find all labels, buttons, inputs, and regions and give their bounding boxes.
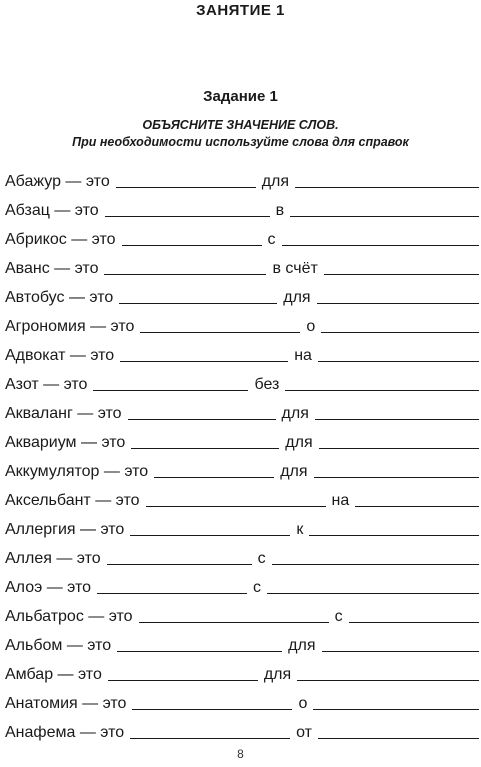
- answer-blank[interactable]: [315, 419, 479, 420]
- answer-blank[interactable]: [317, 303, 479, 304]
- term-label: Аксельбант — это: [5, 492, 140, 509]
- exercise-row: [5, 162, 479, 191]
- answer-blank[interactable]: [322, 651, 480, 652]
- answer-blank[interactable]: [116, 187, 256, 188]
- task-title: Задание 1: [203, 88, 278, 105]
- answer-blank[interactable]: [318, 738, 479, 739]
- exercise-row: [5, 481, 479, 510]
- exercise-row: [5, 220, 479, 249]
- answer-blank[interactable]: [93, 390, 248, 391]
- exercise-row: [5, 684, 479, 713]
- answer-blank[interactable]: [104, 274, 266, 275]
- preposition-hint: для: [280, 463, 308, 480]
- exercise-row: [5, 249, 479, 278]
- answer-blank[interactable]: [130, 738, 290, 739]
- preposition-hint: с: [267, 231, 276, 248]
- exercise-rows: [5, 162, 479, 742]
- exercise-row: [5, 365, 479, 394]
- exercise-row: [5, 655, 479, 684]
- term-label: Аванс — это: [5, 260, 99, 277]
- preposition-hint: с: [253, 579, 261, 596]
- preposition-hint: для: [285, 434, 313, 451]
- instruction-subheading: При необходимости используйте слова для справок: [72, 135, 409, 149]
- answer-blank[interactable]: [282, 245, 480, 246]
- exercise-row: [5, 597, 479, 626]
- answer-blank[interactable]: [120, 361, 288, 362]
- answer-blank[interactable]: [128, 419, 276, 420]
- answer-blank[interactable]: [285, 390, 479, 391]
- answer-blank[interactable]: [309, 535, 479, 536]
- exercise-row: [5, 452, 479, 481]
- answer-blank[interactable]: [108, 680, 258, 681]
- preposition-hint: о: [298, 695, 308, 712]
- term-label: Алоэ — это: [5, 579, 91, 596]
- answer-blank[interactable]: [146, 506, 326, 507]
- exercise-row: [5, 307, 479, 336]
- answer-blank[interactable]: [324, 274, 479, 275]
- answer-blank[interactable]: [295, 187, 479, 188]
- answer-blank[interactable]: [314, 477, 479, 478]
- preposition-hint: с: [334, 608, 343, 625]
- answer-blank[interactable]: [319, 448, 479, 449]
- preposition-hint: в: [275, 202, 285, 219]
- preposition-hint: с: [257, 550, 266, 567]
- term-label: Акваланг — это: [5, 405, 122, 422]
- term-label: Анатомия — это: [5, 695, 127, 712]
- answer-blank[interactable]: [290, 216, 479, 217]
- term-label: Аквариум — это: [5, 434, 126, 451]
- exercise-row: [5, 626, 479, 655]
- answer-blank[interactable]: [272, 564, 479, 565]
- term-label: Адвокат — это: [5, 347, 115, 364]
- term-label: Аллея — это: [5, 550, 101, 567]
- page-number: 8: [237, 747, 244, 761]
- exercise-row: [5, 713, 479, 742]
- term-label: Альбатрос — это: [5, 608, 133, 625]
- answer-blank[interactable]: [355, 506, 479, 507]
- preposition-hint: от: [296, 724, 312, 741]
- exercise-row: [5, 539, 479, 568]
- preposition-hint: на: [331, 492, 350, 509]
- exercise-row: [5, 423, 479, 452]
- preposition-hint: к: [296, 521, 304, 538]
- answer-blank[interactable]: [318, 361, 479, 362]
- answer-blank[interactable]: [267, 593, 479, 594]
- exercise-row: [5, 336, 479, 365]
- answer-blank[interactable]: [140, 332, 300, 333]
- term-label: Азот — это: [5, 376, 88, 393]
- term-label: Агрономия — это: [5, 318, 135, 335]
- answer-blank[interactable]: [119, 303, 277, 304]
- answer-blank[interactable]: [313, 709, 479, 710]
- preposition-hint: для: [261, 173, 290, 190]
- term-label: Альбом — это: [5, 637, 112, 654]
- exercise-row: [5, 510, 479, 539]
- preposition-hint: для: [283, 289, 311, 306]
- term-label: Анафема — это: [5, 724, 125, 741]
- exercise-row: [5, 394, 479, 423]
- answer-blank[interactable]: [349, 622, 479, 623]
- answer-blank[interactable]: [130, 535, 290, 536]
- answer-blank[interactable]: [154, 477, 274, 478]
- preposition-hint: в счёт: [272, 260, 318, 277]
- answer-blank[interactable]: [139, 622, 329, 623]
- preposition-hint: о: [306, 318, 316, 335]
- term-label: Автобус — это: [5, 289, 114, 306]
- answer-blank[interactable]: [122, 245, 262, 246]
- term-label: Абрикос — это: [5, 231, 116, 248]
- exercise-row: [5, 278, 479, 307]
- answer-blank[interactable]: [297, 680, 479, 681]
- term-label: Амбар — это: [5, 666, 102, 683]
- preposition-hint: без: [254, 376, 280, 393]
- term-label: Аккумулятор — это: [5, 463, 149, 480]
- answer-blank[interactable]: [107, 564, 252, 565]
- lesson-title: ЗАНЯТИЕ 1: [196, 2, 285, 19]
- preposition-hint: для: [263, 666, 292, 683]
- term-label: Аллергия — это: [5, 521, 125, 538]
- answer-blank[interactable]: [321, 332, 479, 333]
- answer-blank[interactable]: [97, 593, 247, 594]
- preposition-hint: для: [288, 637, 316, 654]
- answer-blank[interactable]: [131, 448, 279, 449]
- answer-blank[interactable]: [117, 651, 282, 652]
- instruction-heading: ОБЪЯСНИТЕ ЗНАЧЕНИЕ СЛОВ.: [142, 118, 339, 132]
- answer-blank[interactable]: [132, 709, 292, 710]
- exercise-row: [5, 191, 479, 220]
- exercise-row: [5, 568, 479, 597]
- preposition-hint: для: [281, 405, 309, 422]
- term-label: Абзац — это: [5, 202, 99, 219]
- preposition-hint: на: [294, 347, 312, 364]
- term-label: Абажур — это: [5, 173, 110, 190]
- answer-blank[interactable]: [105, 216, 270, 217]
